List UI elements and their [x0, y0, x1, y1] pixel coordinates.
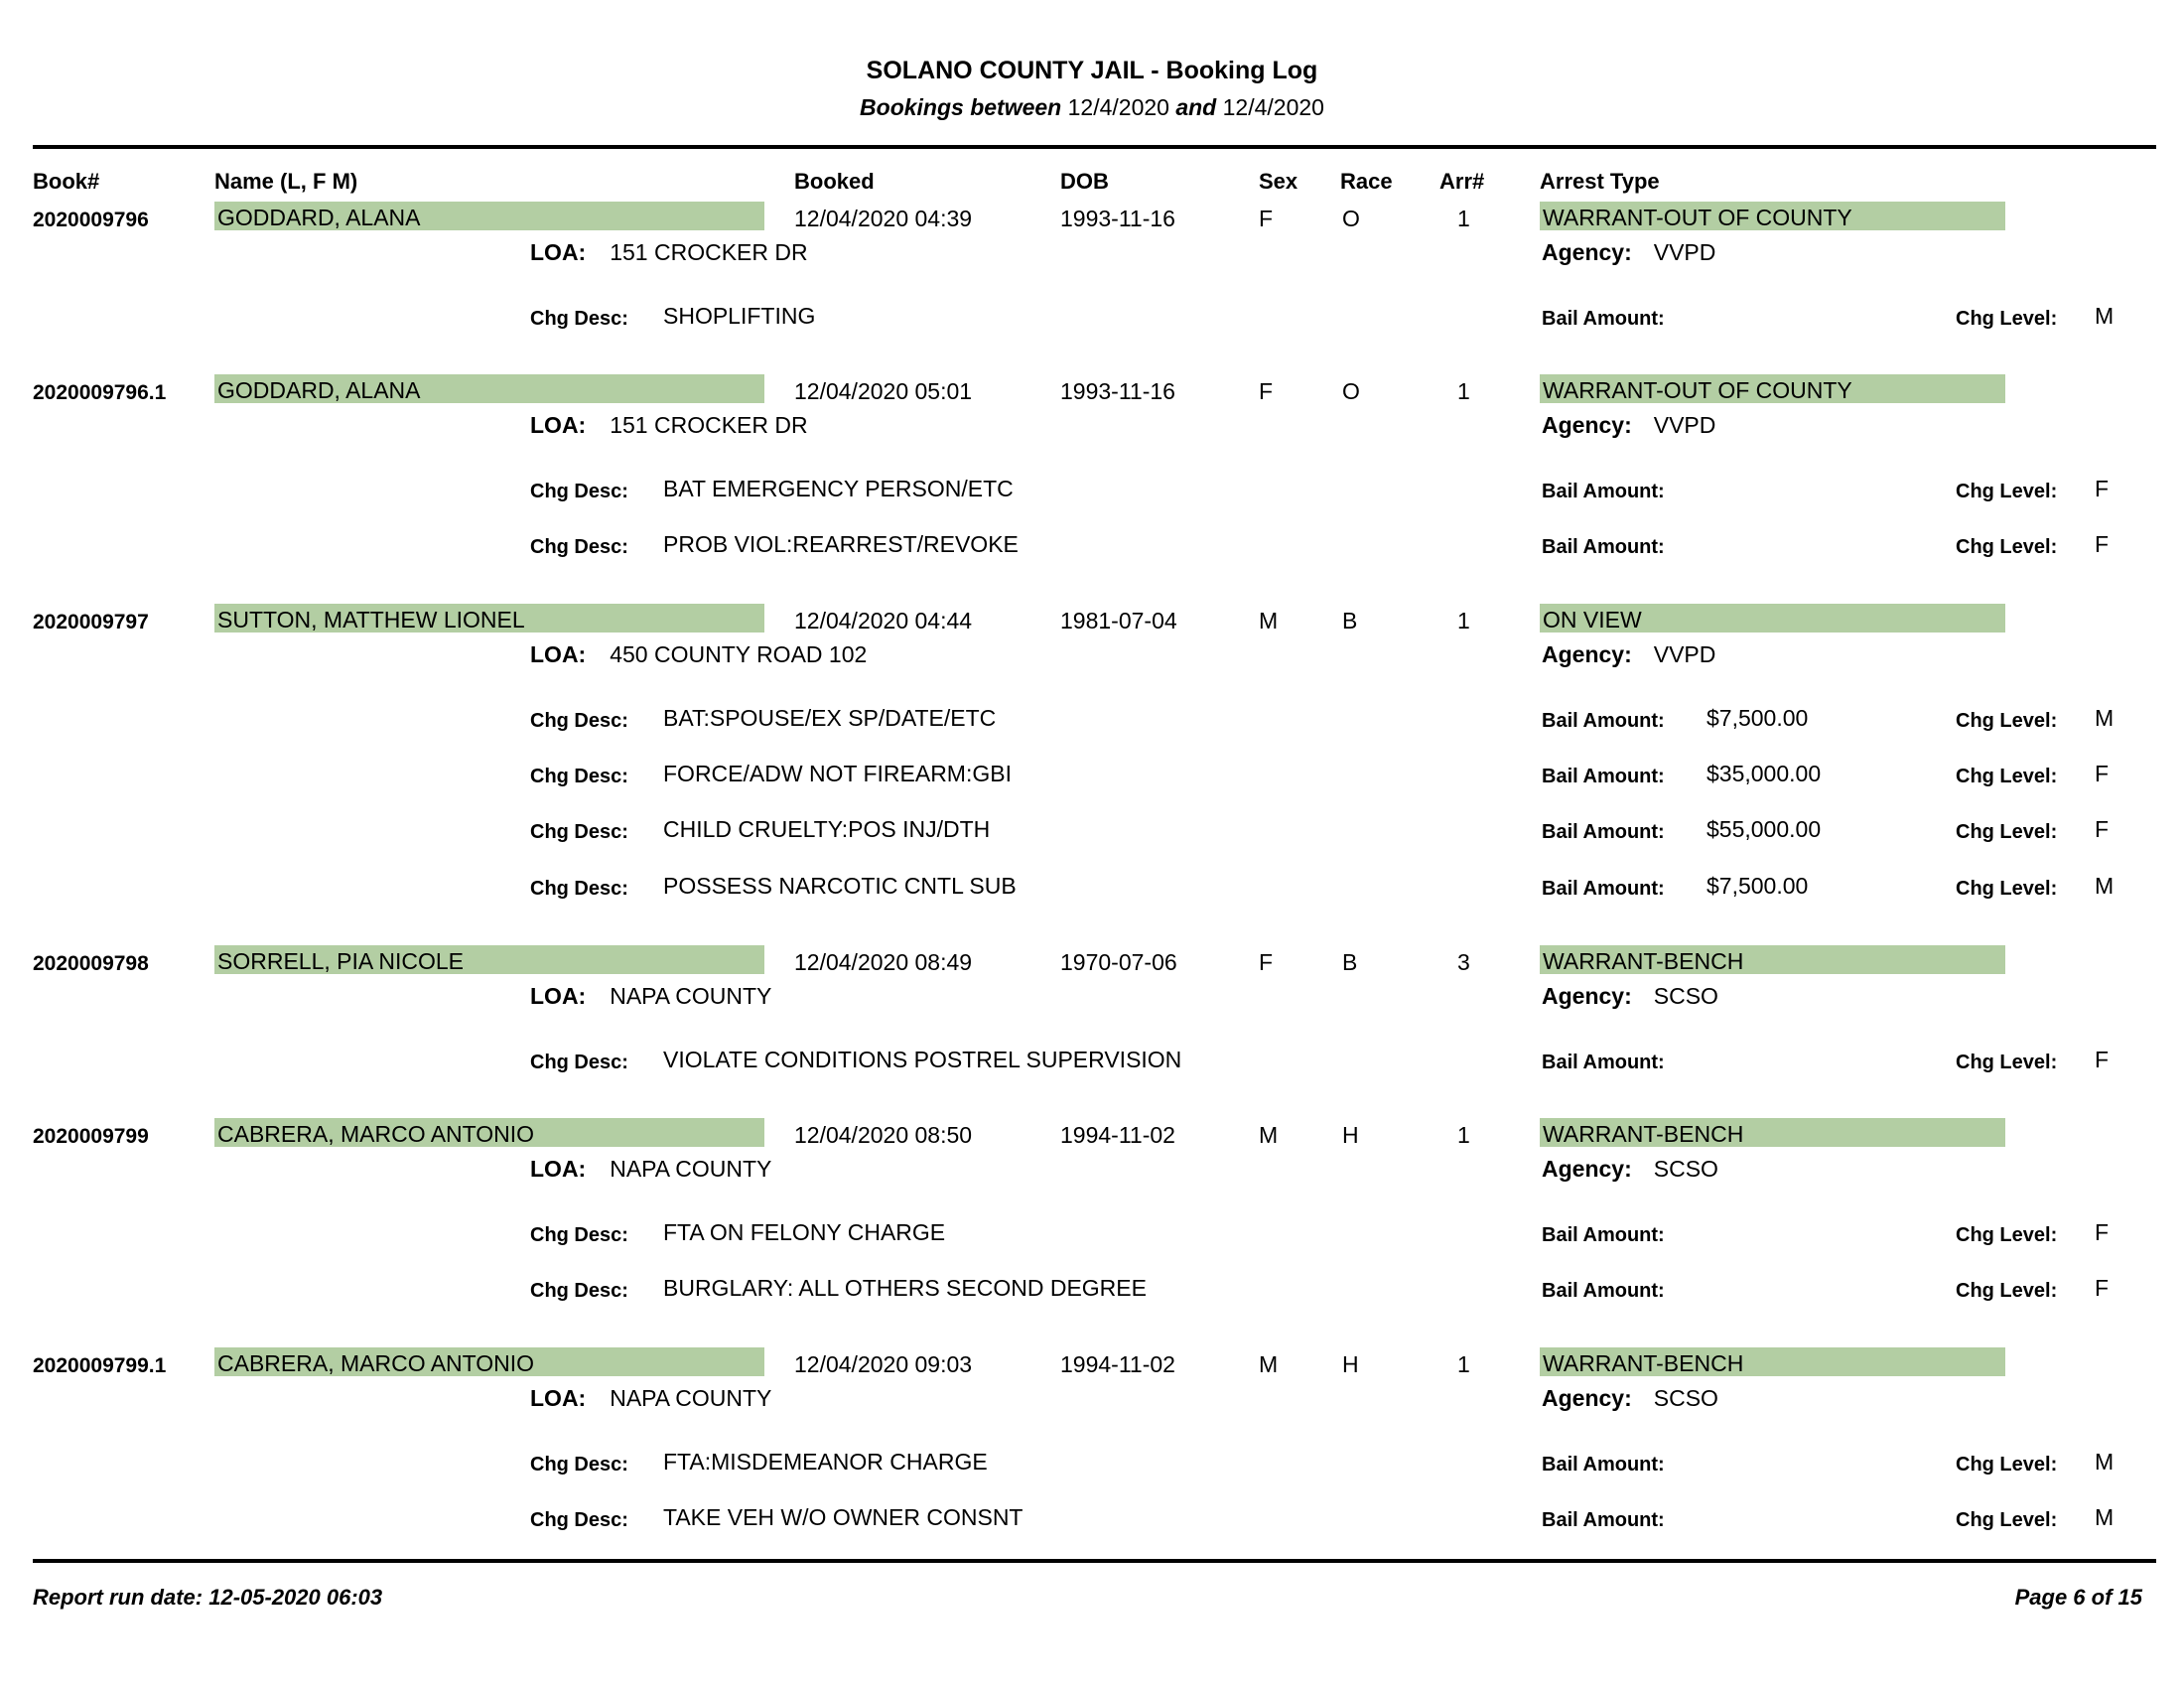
- chg-level-value: M: [2095, 303, 2115, 329]
- agency-value: SCSO: [1653, 983, 1718, 1009]
- arrest-count: 1: [1457, 1122, 1470, 1148]
- booked-datetime: 12/04/2020 08:49: [794, 949, 973, 975]
- agency-value: SCSO: [1653, 1385, 1718, 1411]
- booked-datetime: 12/04/2020 05:01: [794, 378, 973, 404]
- arrest-type: WARRANT-OUT OF COUNTY: [1540, 202, 2005, 230]
- agency-value: VVPD: [1653, 239, 1716, 265]
- agency-label: Agency:: [1542, 1156, 1632, 1182]
- charge-description: TAKE VEH W/O OWNER CONSNT: [663, 1504, 1024, 1530]
- chg-level-value: F: [2095, 1047, 2110, 1072]
- chg-level-value: F: [2095, 476, 2110, 501]
- agency-label: Agency:: [1542, 412, 1632, 438]
- chg-level-label: Chg Level:: [1956, 536, 2058, 558]
- agency-line: [1542, 412, 1715, 438]
- chg-desc-label: Chg Desc:: [530, 878, 628, 900]
- agency-label: Agency:: [1542, 641, 1632, 667]
- arrest-count: 1: [1457, 206, 1470, 231]
- loa-line: [530, 239, 808, 265]
- agency-label: Agency:: [1542, 983, 1632, 1009]
- bail-amount-label: Bail Amount:: [1542, 1509, 1665, 1531]
- chg-desc-label: Chg Desc:: [530, 710, 628, 732]
- agency-line: [1542, 239, 1715, 265]
- report-subtitle: [0, 93, 2184, 121]
- arrest-count: 1: [1457, 1351, 1470, 1377]
- loa-line: [530, 1156, 771, 1182]
- loa-label: LOA:: [530, 239, 587, 265]
- book-number: 2020009798: [33, 952, 149, 975]
- chg-level-label: Chg Level:: [1956, 1052, 2058, 1073]
- arrest-type: WARRANT-BENCH: [1540, 945, 2005, 974]
- booked-datetime: 12/04/2020 04:44: [794, 608, 973, 633]
- inmate-name: SORRELL, PIA NICOLE: [214, 945, 764, 974]
- date-of-birth: 1970-07-06: [1060, 949, 1177, 975]
- booking-record: [0, 205, 2184, 330]
- date-of-birth: 1993-11-16: [1060, 206, 1175, 231]
- date-of-birth: 1993-11-16: [1060, 378, 1175, 404]
- loa-value: NAPA COUNTY: [610, 1156, 772, 1182]
- bail-amount-label: Bail Amount:: [1542, 481, 1665, 502]
- bail-amount-label: Bail Amount:: [1542, 308, 1665, 330]
- sex-value: M: [1259, 1351, 1279, 1377]
- charge-description: BAT EMERGENCY PERSON/ETC: [663, 476, 1014, 501]
- agency-line: [1542, 1156, 1718, 1182]
- bail-amount-value: $35,000.00: [1706, 761, 1822, 786]
- book-number: 2020009799: [33, 1125, 149, 1148]
- chg-level-label: Chg Level:: [1956, 1224, 2058, 1246]
- charge-description: VIOLATE CONDITIONS POSTREL SUPERVISION: [663, 1047, 1182, 1072]
- chg-level-value: F: [2095, 1275, 2110, 1301]
- charge-row: [0, 1219, 2184, 1249]
- col-dob: DOB: [1060, 169, 1109, 194]
- chg-level-label: Chg Level:: [1956, 878, 2058, 900]
- loa-value: 450 COUNTY ROAD 102: [610, 641, 868, 667]
- report-title: SOLANO COUNTY JAIL - Booking Log: [866, 57, 1318, 84]
- charge-row: [0, 873, 2184, 903]
- loa-line: [530, 412, 808, 438]
- date-of-birth: 1981-07-04: [1060, 608, 1177, 633]
- arrest-count: 3: [1457, 949, 1470, 975]
- arrest-count: 1: [1457, 378, 1470, 404]
- charge-row: [0, 705, 2184, 735]
- bail-amount-label: Bail Amount:: [1542, 710, 1665, 732]
- chg-desc-label: Chg Desc:: [530, 766, 628, 787]
- loa-value: NAPA COUNTY: [610, 983, 772, 1009]
- booking-record: [0, 948, 2184, 1073]
- agency-label: Agency:: [1542, 239, 1632, 265]
- loa-value: 151 CROCKER DR: [610, 239, 808, 265]
- loa-value: NAPA COUNTY: [610, 1385, 772, 1411]
- agency-value: VVPD: [1653, 641, 1716, 667]
- bail-amount-value: $7,500.00: [1706, 705, 1809, 731]
- arrest-type: WARRANT-OUT OF COUNTY: [1540, 374, 2005, 403]
- chg-desc-label: Chg Desc:: [530, 536, 628, 558]
- chg-level-value: F: [2095, 531, 2110, 557]
- col-race: Race: [1340, 169, 1393, 194]
- charge-description: FORCE/ADW NOT FIREARM:GBI: [663, 761, 1012, 786]
- bail-amount-label: Bail Amount:: [1542, 536, 1665, 558]
- chg-level-value: M: [2095, 873, 2115, 899]
- inmate-name: GODDARD, ALANA: [214, 202, 764, 230]
- charge-description: FTA ON FELONY CHARGE: [663, 1219, 946, 1245]
- chg-desc-label: Chg Desc:: [530, 308, 628, 330]
- booking-record: [0, 607, 2184, 900]
- charge-description: BURGLARY: ALL OTHERS SECOND DEGREE: [663, 1275, 1147, 1301]
- chg-level-value: F: [2095, 816, 2110, 842]
- inmate-name: CABRERA, MARCO ANTONIO: [214, 1347, 764, 1376]
- chg-level-value: M: [2095, 1504, 2115, 1530]
- agency-value: VVPD: [1653, 412, 1716, 438]
- col-arrest-type: Arrest Type: [1540, 169, 1660, 194]
- chg-desc-label: Chg Desc:: [530, 821, 628, 843]
- book-number: 2020009799.1: [33, 1354, 167, 1377]
- book-number: 2020009796.1: [33, 381, 167, 404]
- bail-amount-label: Bail Amount:: [1542, 1224, 1665, 1246]
- chg-desc-label: Chg Desc:: [530, 481, 628, 502]
- chg-level-value: F: [2095, 761, 2110, 786]
- subtitle-prefix: Bookings between: [860, 94, 1062, 120]
- top-divider: [33, 145, 2156, 149]
- bail-amount-label: Bail Amount:: [1542, 1454, 1665, 1476]
- chg-desc-label: Chg Desc:: [530, 1280, 628, 1302]
- report-run-date: Report run date: 12-05-2020 06:03: [33, 1585, 383, 1610]
- booking-record: [0, 377, 2184, 558]
- race-value: H: [1342, 1122, 1359, 1148]
- bail-amount-label: Bail Amount:: [1542, 1280, 1665, 1302]
- race-value: H: [1342, 1351, 1359, 1377]
- inmate-name: CABRERA, MARCO ANTONIO: [214, 1118, 764, 1147]
- charge-row: [0, 1047, 2184, 1076]
- bottom-divider: [33, 1559, 2156, 1563]
- race-value: O: [1342, 378, 1360, 404]
- charge-row: [0, 761, 2184, 790]
- date-of-birth: 1994-11-02: [1060, 1122, 1175, 1148]
- col-sex: Sex: [1259, 169, 1298, 194]
- agency-line: [1542, 983, 1718, 1009]
- inmate-name: GODDARD, ALANA: [214, 374, 764, 403]
- chg-desc-label: Chg Desc:: [530, 1509, 628, 1531]
- bail-amount-label: Bail Amount:: [1542, 766, 1665, 787]
- race-value: B: [1342, 608, 1358, 633]
- bail-amount-value: $7,500.00: [1706, 873, 1809, 899]
- chg-level-label: Chg Level:: [1956, 821, 2058, 843]
- sex-value: F: [1259, 378, 1274, 404]
- chg-level-label: Chg Level:: [1956, 766, 2058, 787]
- chg-level-value: M: [2095, 705, 2115, 731]
- loa-value: 151 CROCKER DR: [610, 412, 808, 438]
- page-number: Page 6 of 15: [2014, 1585, 2142, 1610]
- loa-line: [530, 641, 867, 667]
- date-to: 12/4/2020: [1222, 94, 1324, 120]
- sex-value: F: [1259, 206, 1274, 231]
- chg-level-value: M: [2095, 1449, 2115, 1475]
- charge-description: PROB VIOL:REARREST/REVOKE: [663, 531, 1019, 557]
- date-of-birth: 1994-11-02: [1060, 1351, 1175, 1377]
- loa-label: LOA:: [530, 641, 587, 667]
- loa-line: [530, 983, 771, 1009]
- chg-level-label: Chg Level:: [1956, 308, 2058, 330]
- bail-amount-label: Bail Amount:: [1542, 878, 1665, 900]
- sex-value: F: [1259, 949, 1274, 975]
- loa-label: LOA:: [530, 1156, 587, 1182]
- agency-line: [1542, 1385, 1718, 1411]
- charge-description: POSSESS NARCOTIC CNTL SUB: [663, 873, 1017, 899]
- charge-row: [0, 816, 2184, 846]
- chg-level-label: Chg Level:: [1956, 1509, 2058, 1531]
- arrest-type: WARRANT-BENCH: [1540, 1347, 2005, 1376]
- booking-record: [0, 1121, 2184, 1302]
- bail-amount-value: $55,000.00: [1706, 816, 1822, 842]
- bail-amount-label: Bail Amount:: [1542, 821, 1665, 843]
- loa-line: [530, 1385, 771, 1411]
- bail-amount-label: Bail Amount:: [1542, 1052, 1665, 1073]
- loa-label: LOA:: [530, 983, 587, 1009]
- agency-label: Agency:: [1542, 1385, 1632, 1411]
- charge-row: [0, 531, 2184, 561]
- chg-desc-label: Chg Desc:: [530, 1454, 628, 1476]
- charge-row: [0, 1275, 2184, 1305]
- arrest-type: WARRANT-BENCH: [1540, 1118, 2005, 1147]
- chg-level-value: F: [2095, 1219, 2110, 1245]
- booked-datetime: 12/04/2020 09:03: [794, 1351, 973, 1377]
- agency-value: SCSO: [1653, 1156, 1718, 1182]
- chg-level-label: Chg Level:: [1956, 1280, 2058, 1302]
- loa-label: LOA:: [530, 412, 587, 438]
- sex-value: M: [1259, 1122, 1279, 1148]
- booked-datetime: 12/04/2020 08:50: [794, 1122, 973, 1148]
- charge-row: [0, 1449, 2184, 1478]
- booked-datetime: 12/04/2020 04:39: [794, 206, 973, 231]
- loa-label: LOA:: [530, 1385, 587, 1411]
- arrest-count: 1: [1457, 608, 1470, 633]
- chg-level-label: Chg Level:: [1956, 710, 2058, 732]
- booking-record: [0, 1350, 2184, 1531]
- chg-level-label: Chg Level:: [1956, 481, 2058, 502]
- charge-description: CHILD CRUELTY:POS INJ/DTH: [663, 816, 991, 842]
- date-from: 12/4/2020: [1067, 94, 1169, 120]
- sex-value: M: [1259, 608, 1279, 633]
- charge-row: [0, 476, 2184, 505]
- agency-line: [1542, 641, 1715, 667]
- inmate-name: SUTTON, MATTHEW LIONEL: [214, 604, 764, 633]
- col-name: Name (L, F M): [214, 169, 358, 194]
- chg-desc-label: Chg Desc:: [530, 1224, 628, 1246]
- subtitle-and: and: [1175, 94, 1217, 120]
- arrest-type: ON VIEW: [1540, 604, 2005, 633]
- book-number: 2020009796: [33, 209, 149, 231]
- chg-level-label: Chg Level:: [1956, 1454, 2058, 1476]
- race-value: O: [1342, 206, 1360, 231]
- col-book: Book#: [33, 169, 100, 194]
- book-number: 2020009797: [33, 611, 149, 633]
- charge-description: BAT:SPOUSE/EX SP/DATE/ETC: [663, 705, 997, 731]
- col-booked: Booked: [794, 169, 875, 194]
- race-value: B: [1342, 949, 1358, 975]
- col-arr: Arr#: [1439, 169, 1485, 194]
- charge-row: [0, 303, 2184, 333]
- charge-description: SHOPLIFTING: [663, 303, 816, 329]
- charge-description: FTA:MISDEMEANOR CHARGE: [663, 1449, 988, 1475]
- charge-row: [0, 1504, 2184, 1534]
- chg-desc-label: Chg Desc:: [530, 1052, 628, 1073]
